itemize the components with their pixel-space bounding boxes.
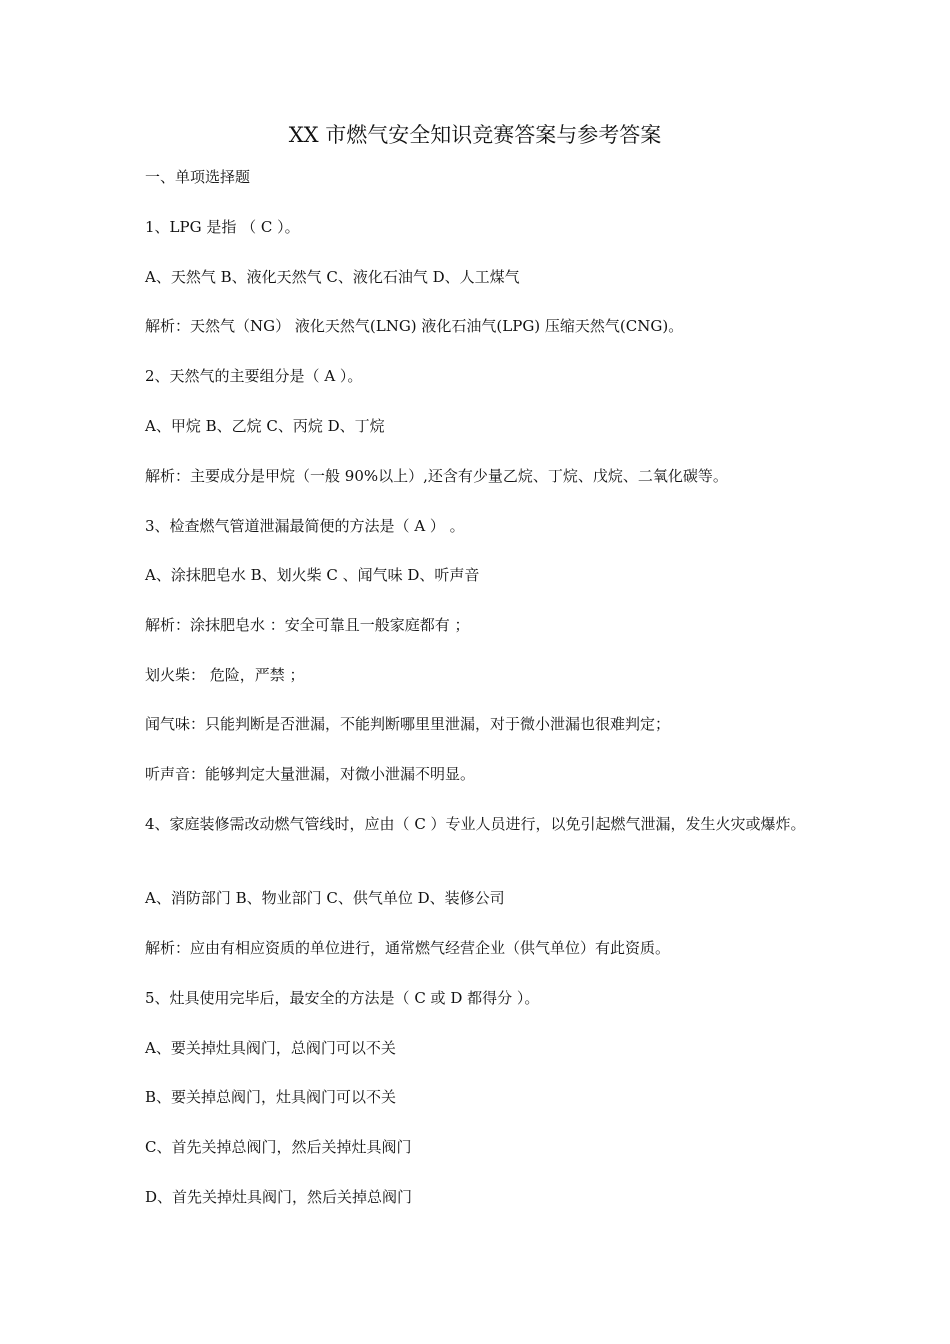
question-2: 2、天然气的主要组分是（ A ）。 (145, 367, 363, 385)
question-3-analysis: 解析：涂抹肥皂水 ：安全可靠且一般家庭都有 ； (145, 616, 470, 634)
question-1-options: A、天然气 B、液化天然气 C、液化石油气 D、人工煤气 (145, 268, 520, 286)
question-3-analysis-smell: 闻气味：只能判断是否泄漏，不能判断哪里里泄漏，对于微小泄漏也很难判定； (145, 715, 671, 733)
question-5-option-c: C、首先关掉总阀门，然后关掉灶具阀门 (145, 1138, 412, 1156)
document-title: XX 市燃气安全知识竞赛答案与参考答案 (288, 123, 662, 147)
question-4: 4、家庭装修需改动燃气管线时，应由（ C ）专业人员进行，以免引起燃气泄漏，发生火灾或爆炸。 (145, 815, 806, 833)
question-3: 3、检查燃气管道泄漏最简便的方法是（ A ） 。 (145, 517, 465, 535)
question-5: 5、灶具使用完毕后，最安全的方法是（ C 或 D 都得分 ）。 (145, 989, 540, 1007)
question-2-analysis: 解析：主要成分是甲烷（一般 90%以上）,还含有少量乙烷、丁烷、戊烷、二氧化碳等。 (145, 467, 728, 485)
question-5-option-b: B、要关掉总阀门，灶具阀门可以不关 (145, 1088, 397, 1106)
question-1-analysis: 解析：天然气（NG） 液化天然气(LNG) 液化石油气(LPG) 压缩天然气(CNG)。 (145, 317, 684, 335)
question-4-options: A、消防部门 B、物业部门 C、供气单位 D、装修公司 (145, 889, 505, 907)
question-1: 1、LPG 是指 （ C ）。 (145, 218, 300, 236)
question-3-analysis-listen: 听声音：能够判定大量泄漏，对微小泄漏不明显。 (145, 765, 476, 783)
question-3-analysis-match: 划火柴： 危险，严禁 ； (145, 666, 305, 684)
question-2-options: A、甲烷 B、乙烷 C、丙烷 D、丁烷 (145, 417, 385, 435)
question-5-option-d: D、首先关掉灶具阀门，然后关掉总阀门 (145, 1188, 413, 1206)
question-3-options: A、涂抹肥皂水 B、划火柴 C 、闻气味 D、听声音 (145, 566, 480, 584)
section-heading: 一、单项选择题 (145, 168, 251, 186)
question-5-option-a: A、要关掉灶具阀门，总阀门可以不关 (145, 1039, 396, 1057)
question-4-analysis: 解析：应由有相应资质的单位进行，通常燃气经营企业（供气单位）有此资质。 (145, 939, 671, 957)
